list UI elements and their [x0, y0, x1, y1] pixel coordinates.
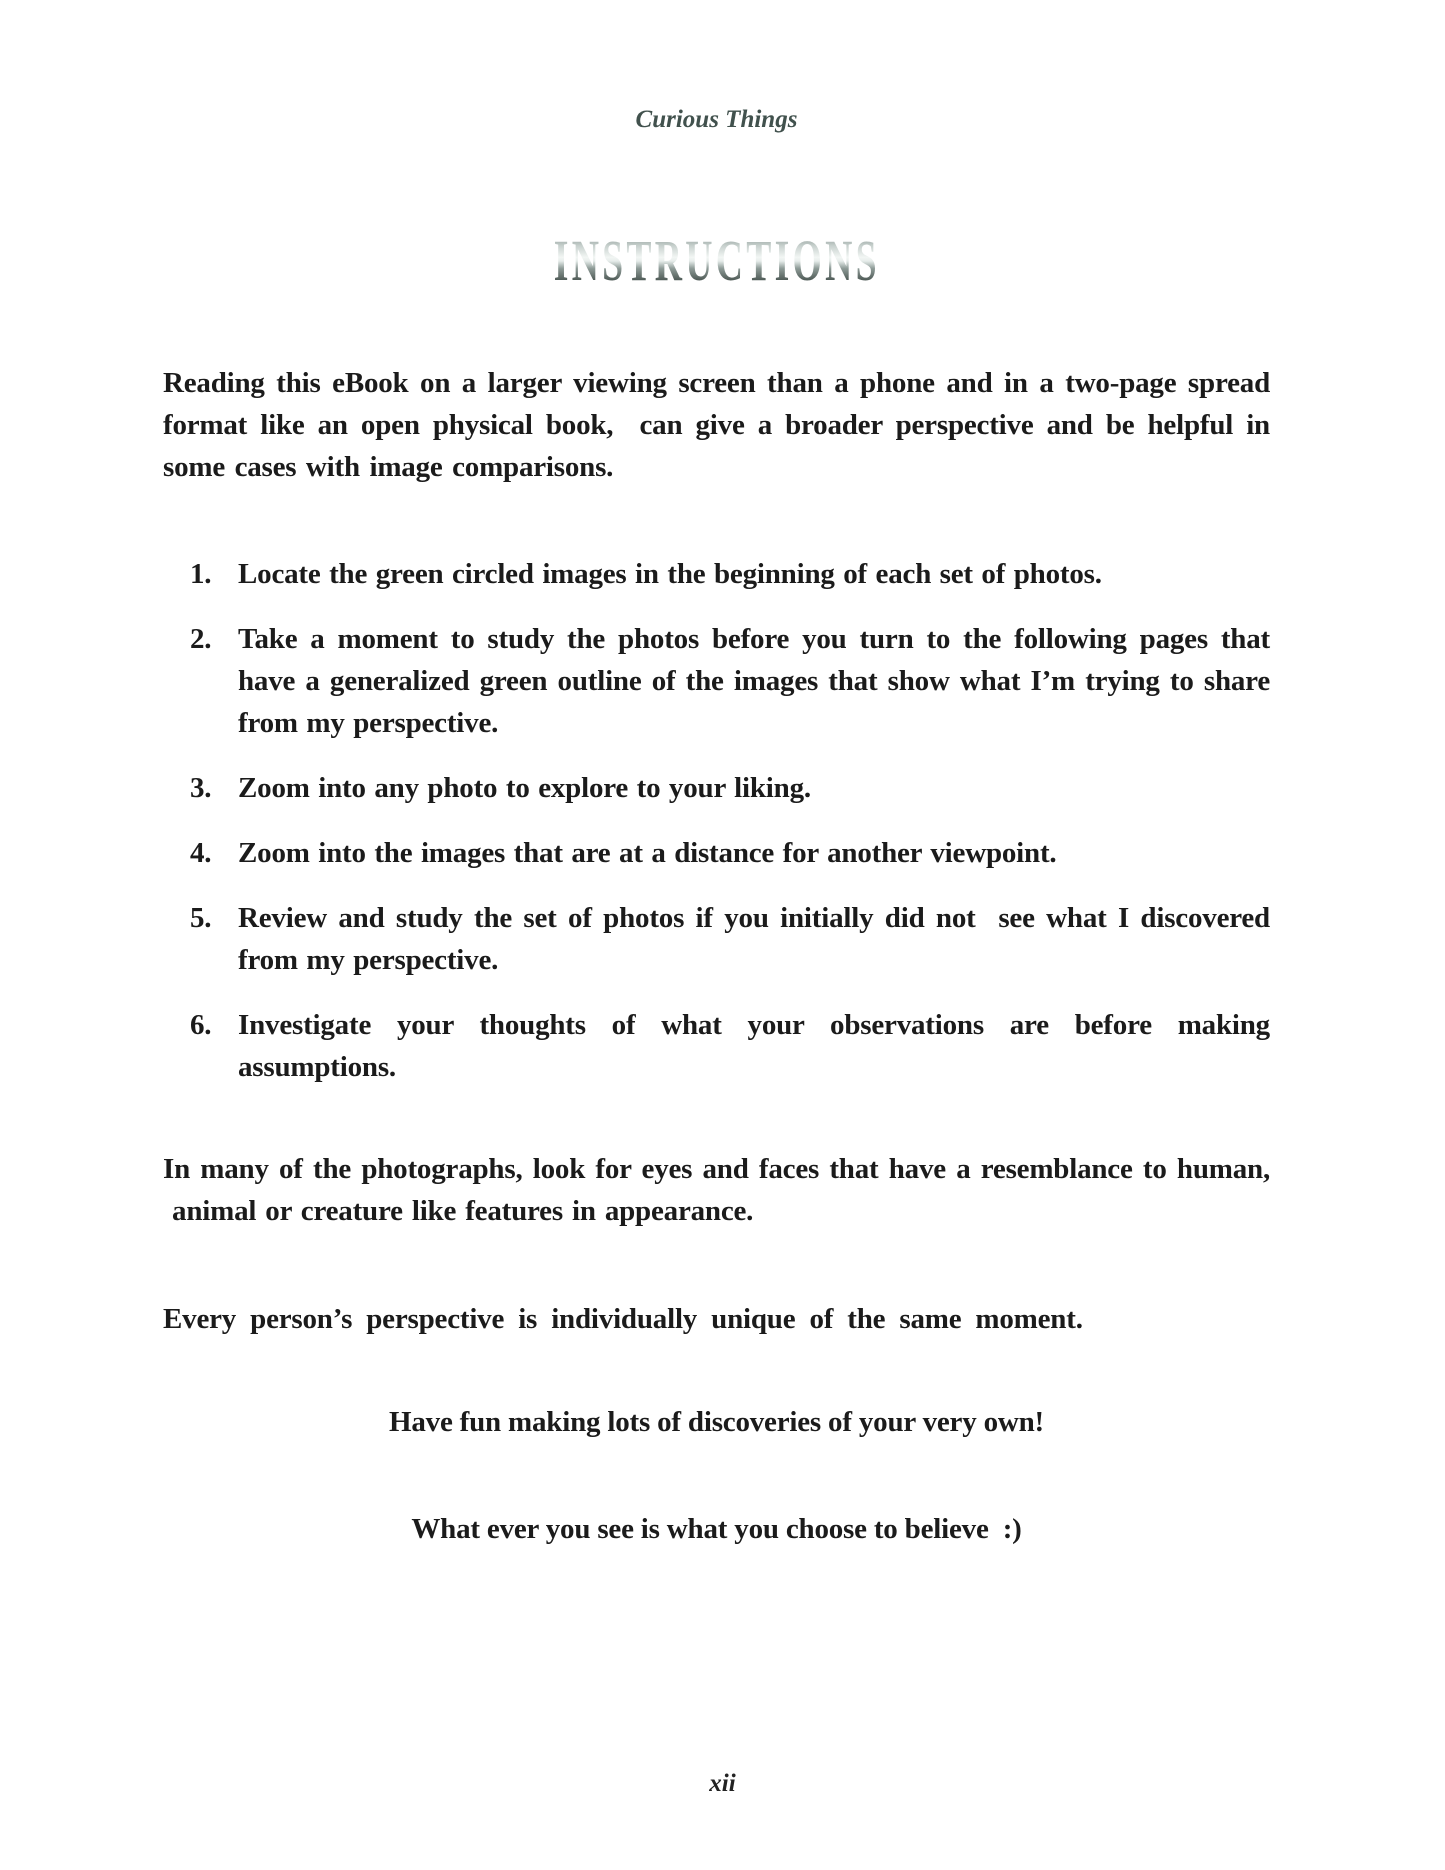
- list-item-number: 4.: [190, 837, 212, 869]
- list-item-text: Zoom into the images that are at a distance for another viewpoint.: [238, 837, 1057, 869]
- list-item-text: Review and study the set of photos if you initially did not see what I discovered from my perspective.: [238, 902, 1270, 976]
- list-item: [190, 618, 1270, 744]
- page-title: INSTRUCTIONS: [553, 228, 880, 293]
- closing-line-believe: What ever you see is what you choose to believe :): [411, 1513, 1022, 1545]
- note-perspective: Every person’s perspective is individually unique of the same moment.: [163, 1303, 1083, 1335]
- running-header: Curious Things: [635, 106, 798, 133]
- list-item-number: 3.: [190, 772, 212, 804]
- list-item: [190, 897, 1270, 981]
- list-item-number: 1.: [190, 558, 212, 590]
- list-item: [190, 832, 1270, 874]
- list-item-number: 5.: [190, 902, 212, 934]
- list-item: [190, 1004, 1270, 1088]
- list-item-text: Zoom into any photo to explore to your liking.: [238, 772, 811, 804]
- list-item-number: 6.: [190, 1009, 212, 1041]
- title-wrap: [163, 230, 1270, 292]
- intro-paragraph: Reading this eBook on a larger viewing screen than a phone and in a two-page spread format like an open physical book, can give a broader perspective and be helpful in some cases with image comparisons.: [163, 367, 1270, 483]
- page-number: xii: [709, 1770, 736, 1797]
- list-item-text: Locate the green circled images in the beginning of each set of photos.: [238, 558, 1102, 590]
- list-item-text: Investigate your thoughts of what your observations are before making assumptions.: [238, 1009, 1270, 1083]
- list-item: [190, 767, 1270, 809]
- page-content: [0, 105, 1445, 1550]
- instructions-list: [190, 553, 1270, 1088]
- list-item: [190, 553, 1270, 595]
- list-item-number: 2.: [190, 623, 212, 655]
- note-photographs: In many of the photographs, look for eyes and faces that have a resemblance to human, animal or creature like features in appearance.: [163, 1153, 1270, 1227]
- list-item-text: Take a moment to study the photos before you turn to the following pages that have a generalized green outline of the images that show what I’m trying to share from my perspective.: [238, 623, 1270, 739]
- closing-line-fun: Have fun making lots of discoveries of your very own!: [388, 1406, 1045, 1438]
